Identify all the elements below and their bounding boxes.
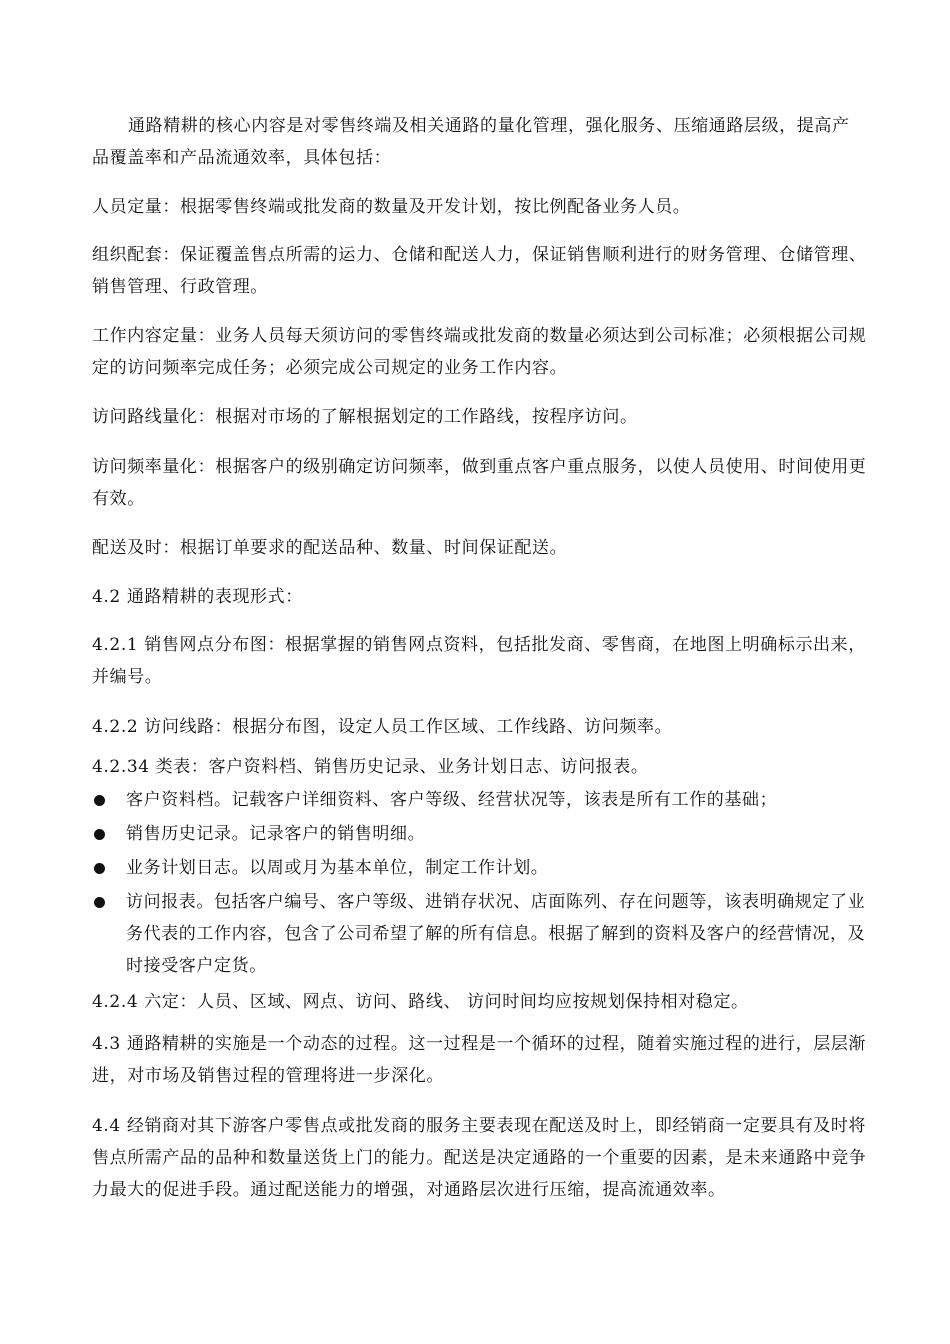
section-4-2-34-paragraph: 4.2.34 类表：客户资料档、销售历史记录、业务计划日志、访问报表。 [92,757,649,777]
section-4-3-paragraph: 4.3 通路精耕的实施是一个动态的过程。这一过程是一个循环的过程，随着实施过程的进行，层层渐进，对市场及销售过程的管理将进一步深化。 [92,1034,867,1086]
delivery-paragraph: 配送及时：根据订单要求的配送品种、数量、时间保证配送。 [92,538,568,558]
list-item [92,886,872,982]
list-item [92,852,872,884]
section-4-2-4-paragraph: 4.2.4 六定：人员、区域、网点、访问、路线、 访问时间均应按规划保持相对稳定。 [92,992,749,1012]
bullet-dot-icon [94,795,105,806]
section-4-2-1-paragraph: 4.2.1 销售网点分布图：根据掌握的销售网点资料，包括批发商、零售商，在地图上明确标示出来，并编号。 [92,635,866,687]
visit-frequency-paragraph: 访问频率量化：根据客户的级别确定访问频率，做到重点客户重点服务，以使人员使用、时间使用更有效。 [92,457,867,509]
section-4-2-2-paragraph: 4.2.2 访问线路：根据分布图，设定人员工作区域、工作线路、访问频率。 [92,717,673,737]
bullet-dot-icon [94,829,105,840]
list-item-text: 业务计划日志。以周或月为基本单位，制定工作计划。 [126,858,549,878]
visit-route-paragraph: 访问路线量化：根据对市场的了解根据划定的工作路线，按程序访问。 [92,407,638,427]
list-item-text: 访问报表。包括客户编号、客户等级、进销存状况、店面陈列、存在问题等，该表明确规定了业务代表的工作内容，包含了公司希望了解的所有信息。根据了解到的资料及客户的经营情况，及时接受客户定货。 [126,892,866,976]
bullet-dot-icon [94,897,105,908]
bullet-dot-icon [94,863,105,874]
organization-paragraph: 组织配套：保证覆盖售点所需的运力、仓储和配送人力，保证销售顺利进行的财务管理、仓储管理、销售管理、行政管理。 [92,245,867,297]
intro-paragraph: 通路精耕的核心内容是对零售终端及相关通路的量化管理，强化服务、压缩通路层级，提高产品覆盖率和产品流通效率，具体包括： [92,116,850,168]
work-content-paragraph: 工作内容定量：业务人员每天须访问的零售终端或批发商的数量必须达到公司标准；必须根据公司规定的访问频率完成任务；必须完成公司规定的业务工作内容。 [92,326,867,378]
list-item [92,784,872,816]
section-4-4-paragraph: 4.4 经销商对其下游客户零售点或批发商的服务主要表现在配送及时上，即经销商一定要具有及时将售点所需产品的品种和数量送货上门的能力。配送是决定通路的一个重要的因素，是未来通路中竞争力最大的促进手段。通过配送能力的增强，对通路层次进行压缩，提高流通效率。 [92,1116,867,1200]
section-4-2-heading: 4.2 通路精耕的表现形式： [92,587,303,607]
list-item-text: 客户资料档。记载客户详细资料、客户等级、经营状况等，该表是所有工作的基础； [126,790,778,810]
list-item [92,818,872,850]
list-item-text: 销售历史记录。记录客户的销售明细。 [126,824,426,844]
staffing-paragraph: 人员定量：根据零售终端或批发商的数量及开发计划，按比例配备业务人员。 [92,197,691,217]
